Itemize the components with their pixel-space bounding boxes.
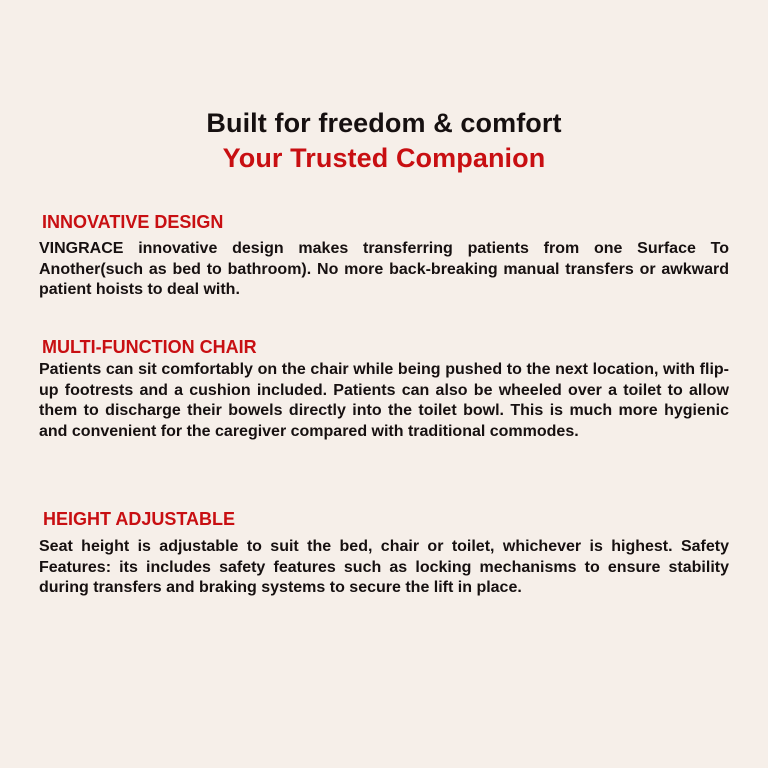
section-body: Patients can sit comfortably on the chair while being pushed to the next location, with flip-up footrests and a cushion included. Patients can also be wheeled over a toilet to allow them to discharge their bowels directly into the toilet bowl. This is much more hygienic and convenient for the caregiver compared with traditional commodes. [39,361,729,440]
page-subtitle: Your Trusted Companion [222,143,546,173]
page-title: Built for freedom & comfort [206,108,562,138]
section-body: Seat height is adjustable to suit the bed, chair or toilet, whichever is highest. Safety Features: its includes safety features such as locking mechanisms to ensure stability during transfers and braking systems to secure the lift in place. [39,538,729,596]
section-heading: INNOVATIVE DESIGN [42,212,224,232]
section-heading: HEIGHT ADJUSTABLE [43,509,236,529]
section-heading: MULTI-FUNCTION CHAIR [42,337,257,357]
section-body: VINGRACE innovative design makes transferring patients from one Surface To Another(such as bed to bathroom). No more back-breaking manual transfers or awkward patient hoists to deal with. [39,240,729,298]
